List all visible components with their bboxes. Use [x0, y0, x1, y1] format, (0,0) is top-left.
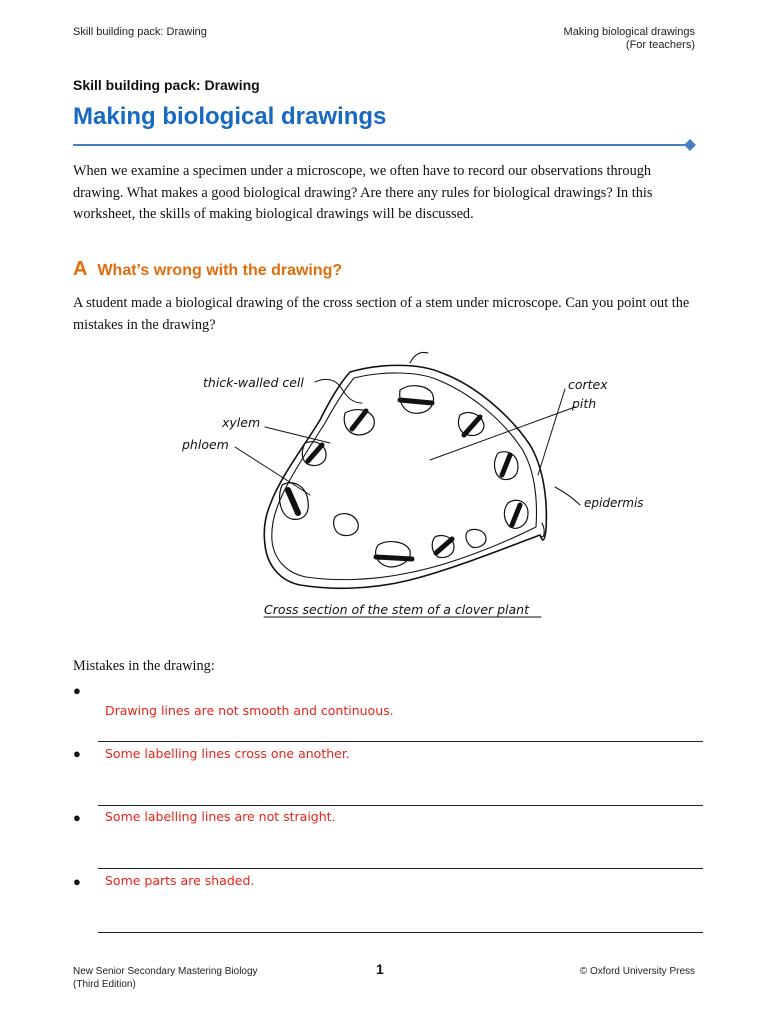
label-phloem: phloem [182, 437, 229, 452]
label-line-cortex [538, 389, 565, 475]
label-epidermis: epidermis [584, 496, 644, 510]
footer-copyright: © Oxford University Press [579, 966, 695, 977]
section-heading [73, 258, 342, 281]
answer-1: Drawing lines are not smooth and continuous. [105, 703, 394, 718]
label-line-epidermis [555, 487, 580, 505]
vascular-bundle [280, 483, 309, 520]
bullet-icon: ● [73, 746, 81, 761]
answer-3: Some labelling lines are not straight. [105, 809, 336, 824]
pack-kicker: Skill building pack: Drawing [73, 77, 260, 93]
label-thick-walled-cell: thick-walled cell [203, 375, 304, 390]
answer-line [98, 805, 703, 806]
bullet-icon: ● [73, 683, 81, 698]
section-letter: A [73, 258, 88, 280]
running-header-audience: (For teachers) [625, 39, 695, 51]
page-number: 1 [376, 961, 384, 977]
label-xylem: xylem [222, 415, 261, 430]
running-header-left: Skill building pack: Drawing [73, 26, 207, 38]
intro-paragraph: When we examine a specimen under a microscope, we often have to record our observations through drawing. What makes a good biological drawing? Are there any rules for biological drawings? In this worksheet, the skills of making biological drawings will be discussed. [73, 163, 653, 222]
vascular-bundle [495, 452, 518, 480]
label-pith: pith [572, 396, 597, 411]
title-rule [73, 137, 697, 153]
footer-edition: (Third Edition) [73, 979, 136, 990]
answer-line [98, 932, 703, 933]
vascular-bundle [344, 410, 374, 435]
stem-cross-section-drawing [170, 345, 644, 630]
vascular-bundle [376, 542, 412, 567]
vascular-bundle [466, 529, 486, 547]
label-line-xylem [265, 427, 330, 443]
diamond-icon [684, 139, 696, 151]
page-title: Making biological drawings [73, 103, 387, 130]
label-cortex: cortex [568, 377, 608, 392]
mistakes-heading: Mistakes in the drawing: [73, 658, 215, 674]
vascular-bundle [334, 514, 359, 536]
section-title: What’s wrong with the drawing? [97, 262, 343, 279]
bullet-icon: ● [73, 810, 81, 825]
footer-book-title [73, 965, 258, 991]
bullet-icon: ● [73, 874, 81, 889]
running-header-title: Making biological drawings [563, 26, 695, 38]
running-header-right [564, 26, 695, 52]
answer-2: Some labelling lines cross one another. [105, 746, 350, 761]
drawing-caption: Cross section of the stem of a clover plant [264, 602, 530, 617]
vascular-bundle [400, 386, 434, 414]
answer-4: Some parts are shaded. [105, 873, 255, 888]
footer-book-name: New Senior Secondary Mastering Biology [73, 966, 258, 977]
task-paragraph: A student made a biological drawing of the cross section of a stem under microscope. Can you point out the mistakes in the drawing? [73, 295, 690, 333]
vascular-bundle [432, 535, 454, 557]
vascular-bundle [458, 413, 484, 436]
answer-line [98, 741, 703, 742]
vascular-bundle [504, 500, 528, 528]
answer-line [98, 868, 703, 869]
